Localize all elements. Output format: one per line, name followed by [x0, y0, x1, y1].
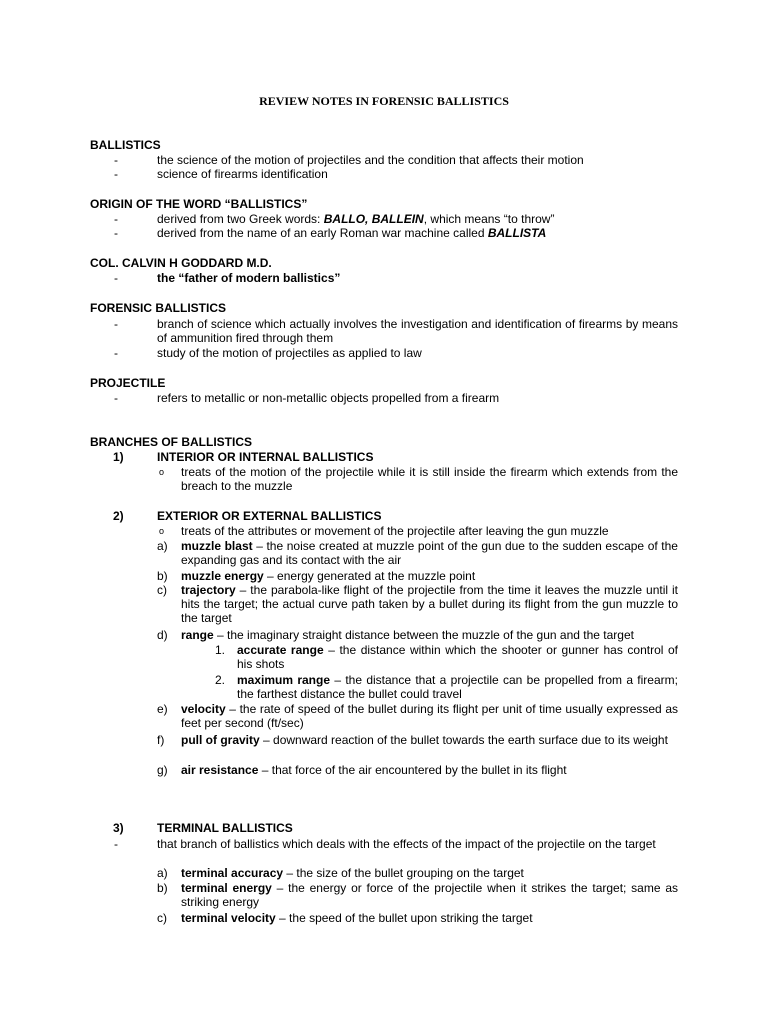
item-text: the science of the motion of projectiles and the condition that affects their motion — [157, 153, 584, 167]
item-text: study of the motion of projectiles as applied to law — [157, 346, 422, 360]
document-title: REVIEW NOTES IN FORENSIC BALLISTICS — [259, 94, 509, 108]
item-text: pull of gravity – downward reaction of the bullet towards the earth surface due to its weight — [181, 733, 668, 747]
item-letter: c) — [157, 583, 167, 597]
item-letter: b) — [157, 881, 168, 895]
item-text: accurate range – the distance within which the shooter or gunner has control of his shots — [237, 643, 678, 671]
dash-marker: - — [114, 153, 118, 167]
dash-marker: - — [114, 837, 118, 851]
item-text: air resistance – that force of the air encountered by the bullet in its flight — [181, 763, 567, 777]
sub-item-number: 1. — [215, 643, 226, 657]
item-text: terminal energy – the energy or force of the projectile when it strikes the target; same as striking energy — [181, 881, 678, 909]
heading-origin: ORIGIN OF THE WORD “BALLISTICS” — [90, 197, 308, 211]
item-letter: f) — [157, 733, 165, 747]
item-letter: a) — [157, 866, 168, 880]
dash-marker: - — [114, 226, 118, 240]
dash-marker: - — [114, 212, 118, 226]
dash-marker: - — [114, 391, 118, 405]
dash-marker: - — [114, 271, 118, 285]
circle-bullet: o — [159, 526, 165, 536]
dash-marker: - — [114, 346, 118, 360]
item-letter: g) — [157, 763, 168, 777]
branch-title: TERMINAL BALLISTICS — [157, 821, 293, 835]
item-text: trajectory – the parabola-like flight of the projectile from the time it leaves the muzzle until it hits the target; the actual curve path taken by a bullet during its flight from the gun muzzle to the target — [181, 583, 678, 625]
dash-marker: - — [114, 317, 118, 331]
branch-number: 2) — [113, 509, 124, 523]
item-letter: b) — [157, 569, 168, 583]
item-text: the “father of modern ballistics” — [157, 271, 341, 285]
item-text: muzzle energy – energy generated at the muzzle point — [181, 569, 476, 583]
item-letter: d) — [157, 628, 168, 642]
item-text: science of firearms identification — [157, 167, 328, 181]
heading-goddard: COL. CALVIN H GODDARD M.D. — [90, 256, 272, 270]
item-text: range – the imaginary straight distance between the muzzle of the gun and the target — [181, 628, 634, 642]
item-text: that branch of ballistics which deals with the effects of the impact of the projectile on the target — [157, 837, 656, 851]
item-letter: a) — [157, 539, 168, 553]
item-letter: c) — [157, 911, 167, 925]
item-text: derived from the name of an early Roman war machine called BALLISTA — [157, 226, 547, 240]
heading-projectile: PROJECTILE — [90, 376, 166, 390]
item-text: treats of the attributes or movement of the projectile after leaving the gun muzzle — [181, 524, 609, 538]
branch-title: INTERIOR OR INTERNAL BALLISTICS — [157, 450, 374, 464]
item-letter: e) — [157, 702, 168, 716]
item-text: refers to metallic or non-metallic objects propelled from a firearm — [157, 391, 500, 405]
item-text: velocity – the rate of speed of the bullet during its flight per unit of time usually expressed as feet per second (ft/sec) — [181, 702, 678, 730]
item-text: branch of science which actually involves the investigation and identification of firearms by means of ammunition fired through them — [157, 317, 678, 345]
branch-number: 1) — [113, 450, 124, 464]
item-text: terminal accuracy – the size of the bullet grouping on the target — [181, 866, 524, 880]
item-text: derived from two Greek words: BALLO, BALLEIN, which means “to throw” — [157, 212, 555, 226]
item-text: treats of the motion of the projectile while it is still inside the firearm which extends from the breach to the muzzle — [181, 465, 678, 493]
branch-title: EXTERIOR OR EXTERNAL BALLISTICS — [157, 509, 382, 523]
heading-ballistics: BALLISTICS — [90, 138, 161, 152]
sub-item-number: 2. — [215, 673, 226, 687]
item-text: maximum range – the distance that a projectile can be propelled from a firearm; the farthest distance the bullet could travel — [237, 673, 678, 701]
item-text: muzzle blast – the noise created at muzzle point of the gun due to the sudden escape of the expanding gas and its contact with the air — [181, 539, 678, 567]
heading-branches: BRANCHES OF BALLISTICS — [90, 435, 252, 449]
item-text: terminal velocity – the speed of the bullet upon striking the target — [181, 911, 533, 925]
branch-number: 3) — [113, 821, 124, 835]
greek-words: BALLO, BALLEIN — [323, 212, 424, 226]
heading-forensic: FORENSIC BALLISTICS — [90, 301, 227, 315]
dash-marker: - — [114, 167, 118, 181]
circle-bullet: o — [159, 467, 165, 477]
ballista-term: BALLISTA — [487, 226, 547, 240]
